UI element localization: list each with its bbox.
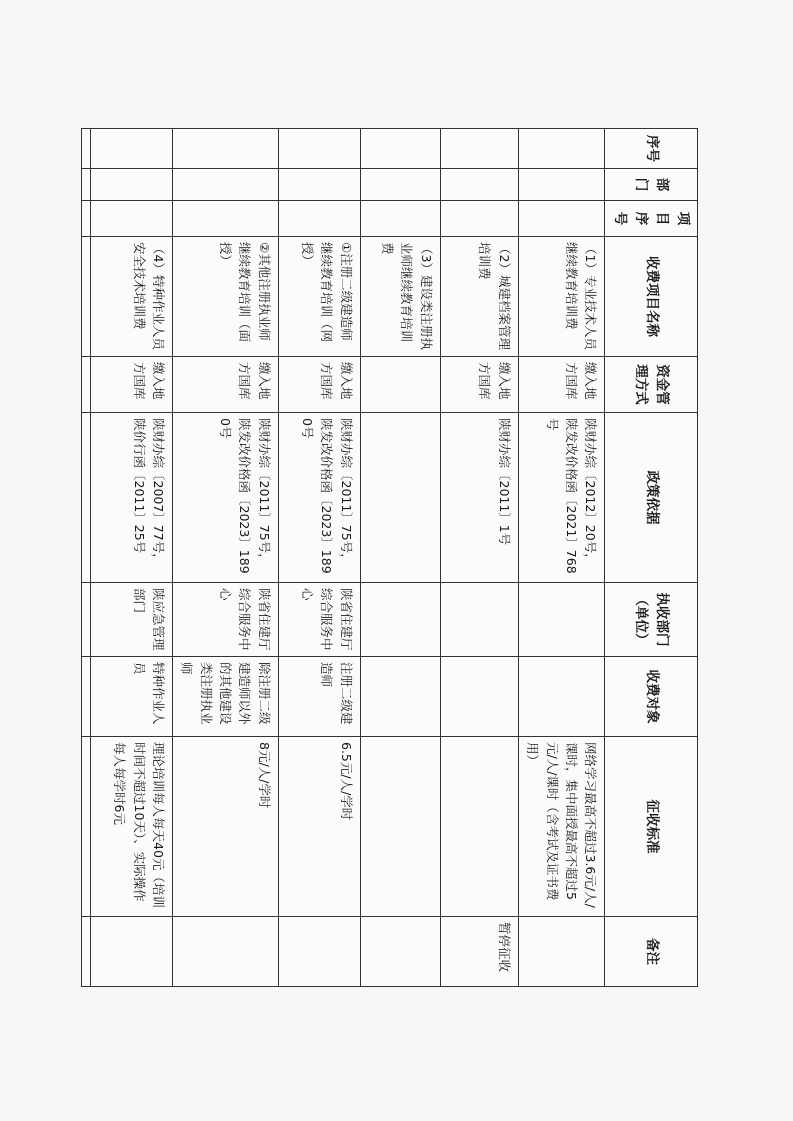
cell-name: ①注册二级建造师继续教育培训（网授） xyxy=(278,237,360,357)
cell-target xyxy=(360,657,440,737)
cell-note xyxy=(172,917,278,987)
cell-name: （4）特种作业人员安全技术培训费 xyxy=(90,237,172,357)
cell-standard xyxy=(440,737,518,917)
cell-standard: 6.5元/人/学时 xyxy=(278,737,360,917)
cell-dept xyxy=(81,169,90,201)
cell-standard xyxy=(360,737,440,917)
header-item-no: 项目序号 xyxy=(605,201,698,237)
table-row xyxy=(440,129,518,987)
cell-dept xyxy=(278,169,360,201)
cell-note xyxy=(278,917,360,987)
header-seq: 序号 xyxy=(605,129,698,169)
cell-seq xyxy=(172,129,278,169)
cell-seq xyxy=(81,129,90,169)
cell-item-no xyxy=(440,201,518,237)
cell-name: （3）建设类注册执业师继续教育培训费 xyxy=(360,237,440,357)
cell-item-no xyxy=(278,201,360,237)
cell-target: 除注册二级建造师以外的其他建设类注册执业师 xyxy=(172,657,278,737)
cell-fund: 缴入地方国库 xyxy=(278,357,360,413)
fee-table-wrapper xyxy=(112,128,698,986)
cell-seq xyxy=(278,129,360,169)
cell-target: 特种作业人员 xyxy=(90,657,172,737)
cell-name: ②其他注册执业师继续教育培训（面授） xyxy=(172,237,278,357)
cell-policy: 陕财办综〔2007〕77号，陕价行函〔2011〕25号 xyxy=(90,413,172,583)
table-row xyxy=(90,129,172,987)
cell-agency: 陕省住建厅综合服务中心 xyxy=(278,583,360,657)
cell-note: 暂停征收 xyxy=(440,917,518,987)
header-dept: 部门 xyxy=(605,169,698,201)
cell-item-no xyxy=(90,201,172,237)
table-header-row xyxy=(605,129,698,987)
cell-item-no xyxy=(518,201,605,237)
cell-standard: 8元/人/学时 xyxy=(172,737,278,917)
cell-item-no xyxy=(172,201,278,237)
cell-note xyxy=(90,917,172,987)
cell-item-no xyxy=(81,201,90,237)
cell-fund xyxy=(81,357,90,413)
cell-note xyxy=(518,917,605,987)
cell-target xyxy=(518,657,605,737)
header-standard: 征收标准 xyxy=(605,737,698,917)
cell-standard: 理论培训每人每天40元（培训时间不超过10天）、实际操作每人每学时6元 xyxy=(90,737,172,917)
cell-fund xyxy=(360,357,440,413)
cell-agency: 陕应急管理部门 xyxy=(90,583,172,657)
cell-policy xyxy=(360,413,440,583)
cell-fund: 缴入地方国库 xyxy=(440,357,518,413)
cell-policy: 陕财办综〔2011〕75号，陕发改价格函〔2023〕1890号 xyxy=(172,413,278,583)
rotated-page xyxy=(112,128,698,986)
cell-standard: 网络学习最高不超过3.6元/人/课时，集中面授最高不超过5元/人/课时（含考试及证书费用） xyxy=(518,737,605,917)
cell-policy xyxy=(81,413,90,583)
cell-note xyxy=(360,917,440,987)
cell-policy: 陕财办综〔2011〕75号，陕发改价格函〔2023〕1890号 xyxy=(278,413,360,583)
cell-agency xyxy=(360,583,440,657)
cell-seq xyxy=(90,129,172,169)
header-name: 收费项目名称 xyxy=(605,237,698,357)
cell-dept xyxy=(518,169,605,201)
cell-dept xyxy=(172,169,278,201)
cell-seq xyxy=(360,129,440,169)
cell-dept xyxy=(90,169,172,201)
cell-name: （2）城建档案管理培训费 xyxy=(440,237,518,357)
table-row xyxy=(81,129,90,987)
cell-target xyxy=(440,657,518,737)
cell-agency xyxy=(81,583,90,657)
cell-fund: 缴入地方国库 xyxy=(90,357,172,413)
cell-fund: 缴入地方国库 xyxy=(172,357,278,413)
cell-item-no xyxy=(360,201,440,237)
header-fund: 资金管理方式 xyxy=(605,357,698,413)
cell-agency xyxy=(440,583,518,657)
cell-agency: 陕省住建厅综合服务中心 xyxy=(172,583,278,657)
cell-fund: 缴入地方国库 xyxy=(518,357,605,413)
cell-dept xyxy=(360,169,440,201)
table-row xyxy=(518,129,605,987)
header-target: 收费对象 xyxy=(605,657,698,737)
cell-target xyxy=(81,657,90,737)
cell-policy: 陕财办综〔2011〕1号 xyxy=(440,413,518,583)
cell-standard xyxy=(81,737,90,917)
header-policy: 政策依据 xyxy=(605,413,698,583)
cell-agency xyxy=(518,583,605,657)
header-note: 备注 xyxy=(605,917,698,987)
cell-seq xyxy=(440,129,518,169)
cell-seq xyxy=(518,129,605,169)
table-row xyxy=(360,129,440,987)
cell-dept xyxy=(440,169,518,201)
cell-policy: 陕财办综〔2012〕20号，陕发改价格函〔2021〕768号 xyxy=(518,413,605,583)
cell-name xyxy=(81,237,90,357)
fee-table xyxy=(81,128,698,987)
cell-note xyxy=(81,917,90,987)
cell-name: （1）专业技术人员继续教育培训费 xyxy=(518,237,605,357)
table-row xyxy=(172,129,278,987)
cell-target: 注册二级建造师 xyxy=(278,657,360,737)
table-row xyxy=(278,129,360,987)
header-agency: 执收部门（单位） xyxy=(605,583,698,657)
